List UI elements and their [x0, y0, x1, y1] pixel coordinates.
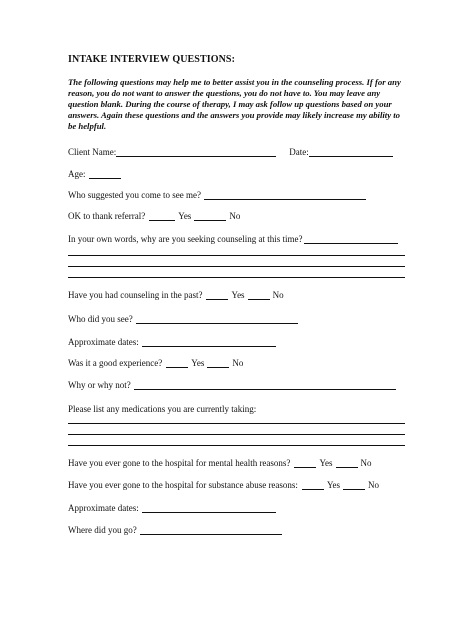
counseling-past-yes-label: Yes — [231, 290, 245, 300]
suggested-row — [68, 189, 366, 201]
good-experience-row — [68, 357, 243, 369]
counseling-past-no-field[interactable] — [248, 289, 270, 300]
hospital-mental-row — [68, 457, 372, 469]
who-did-you-see-row — [68, 313, 298, 325]
suggested-field[interactable] — [204, 189, 366, 200]
medications-line-1[interactable] — [68, 423, 405, 424]
client-name-row — [68, 146, 393, 158]
hospital-substance-no-label: No — [368, 480, 380, 490]
approx-dates-2-label: Approximate dates: — [68, 503, 139, 513]
medications-line-3[interactable] — [68, 445, 405, 446]
good-experience-yes-field[interactable] — [166, 357, 188, 368]
approx-dates-row — [68, 336, 276, 348]
medications-row — [68, 403, 256, 415]
who-did-you-see-label: Who did you see? — [68, 314, 133, 324]
why-counseling-label: In your own words, why are you seeking counseling at this time? — [68, 234, 303, 244]
hospital-substance-no-field[interactable] — [343, 479, 365, 490]
why-counseling-line-1[interactable] — [68, 255, 405, 256]
date-field[interactable] — [309, 146, 393, 157]
why-counseling-line-3[interactable] — [68, 277, 405, 278]
counseling-past-label: Have you had counseling in the past? — [68, 290, 203, 300]
hospital-substance-yes-field[interactable] — [302, 479, 324, 490]
hospital-mental-yes-label: Yes — [319, 458, 333, 468]
approx-dates-2-row — [68, 502, 276, 514]
counseling-past-yes-field[interactable] — [206, 289, 228, 300]
why-counseling-row — [68, 233, 398, 245]
good-experience-no-field[interactable] — [207, 357, 229, 368]
age-label: Age: — [68, 169, 86, 179]
hospital-mental-label: Have you ever gone to the hospital for mental health reasons? — [68, 458, 291, 468]
medications-label: Please list any medications you are currently taking: — [68, 404, 257, 414]
who-did-you-see-field[interactable] — [136, 313, 298, 324]
age-field[interactable] — [89, 168, 121, 179]
good-experience-yes-label: Yes — [191, 358, 205, 368]
hospital-substance-row — [68, 479, 379, 491]
why-counseling-field[interactable] — [304, 233, 398, 244]
good-experience-no-label: No — [232, 358, 244, 368]
approx-dates-field[interactable] — [142, 336, 276, 347]
hospital-substance-yes-label: Yes — [326, 480, 341, 490]
client-name-field[interactable] — [116, 146, 276, 157]
hospital-mental-no-label: No — [360, 458, 372, 468]
hospital-mental-no-field[interactable] — [336, 457, 358, 468]
ok-thank-no-label: No — [229, 211, 241, 221]
hospital-mental-yes-field[interactable] — [294, 457, 316, 468]
form-intro: The following questions may help me to better assist you in the counseling process. If for any reason, you do not want to answer the questions, you do not have to. You may leave any question blank. During the course of therapy, I may ask follow up questions based on your answers. Again these questions and the answers you provide may likely increase my ability to be helpful. — [68, 77, 401, 131]
ok-thank-row — [68, 210, 240, 222]
age-row — [68, 168, 121, 180]
counseling-past-no-label: No — [272, 290, 284, 300]
why-counseling-line-2[interactable] — [68, 266, 405, 267]
form-title: INTAKE INTERVIEW QUESTIONS: — [68, 54, 236, 65]
ok-thank-yes-field[interactable] — [149, 210, 175, 221]
hospital-substance-label: Have you ever gone to the hospital for substance abuse reasons: — [68, 480, 298, 490]
counseling-past-row — [68, 289, 284, 301]
ok-thank-no-field[interactable] — [194, 210, 226, 221]
why-or-why-not-row — [68, 379, 396, 391]
medications-line-2[interactable] — [68, 434, 405, 435]
where-go-field[interactable] — [140, 524, 282, 535]
good-experience-label: Was it a good experience? — [68, 358, 163, 368]
why-or-why-not-label: Why or why not? — [68, 380, 131, 390]
approx-dates-label: Approximate dates: — [68, 337, 139, 347]
approx-dates-2-field[interactable] — [142, 502, 276, 513]
ok-thank-label: OK to thank referral? — [68, 211, 146, 221]
ok-thank-yes-label: Yes — [178, 211, 192, 221]
client-name-label: Client Name: — [68, 147, 117, 157]
where-go-row — [68, 524, 282, 536]
date-label: Date: — [289, 147, 309, 157]
where-go-label: Where did you go? — [68, 525, 137, 535]
suggested-label: Who suggested you come to see me? — [68, 190, 201, 200]
why-or-why-not-field[interactable] — [134, 379, 396, 390]
